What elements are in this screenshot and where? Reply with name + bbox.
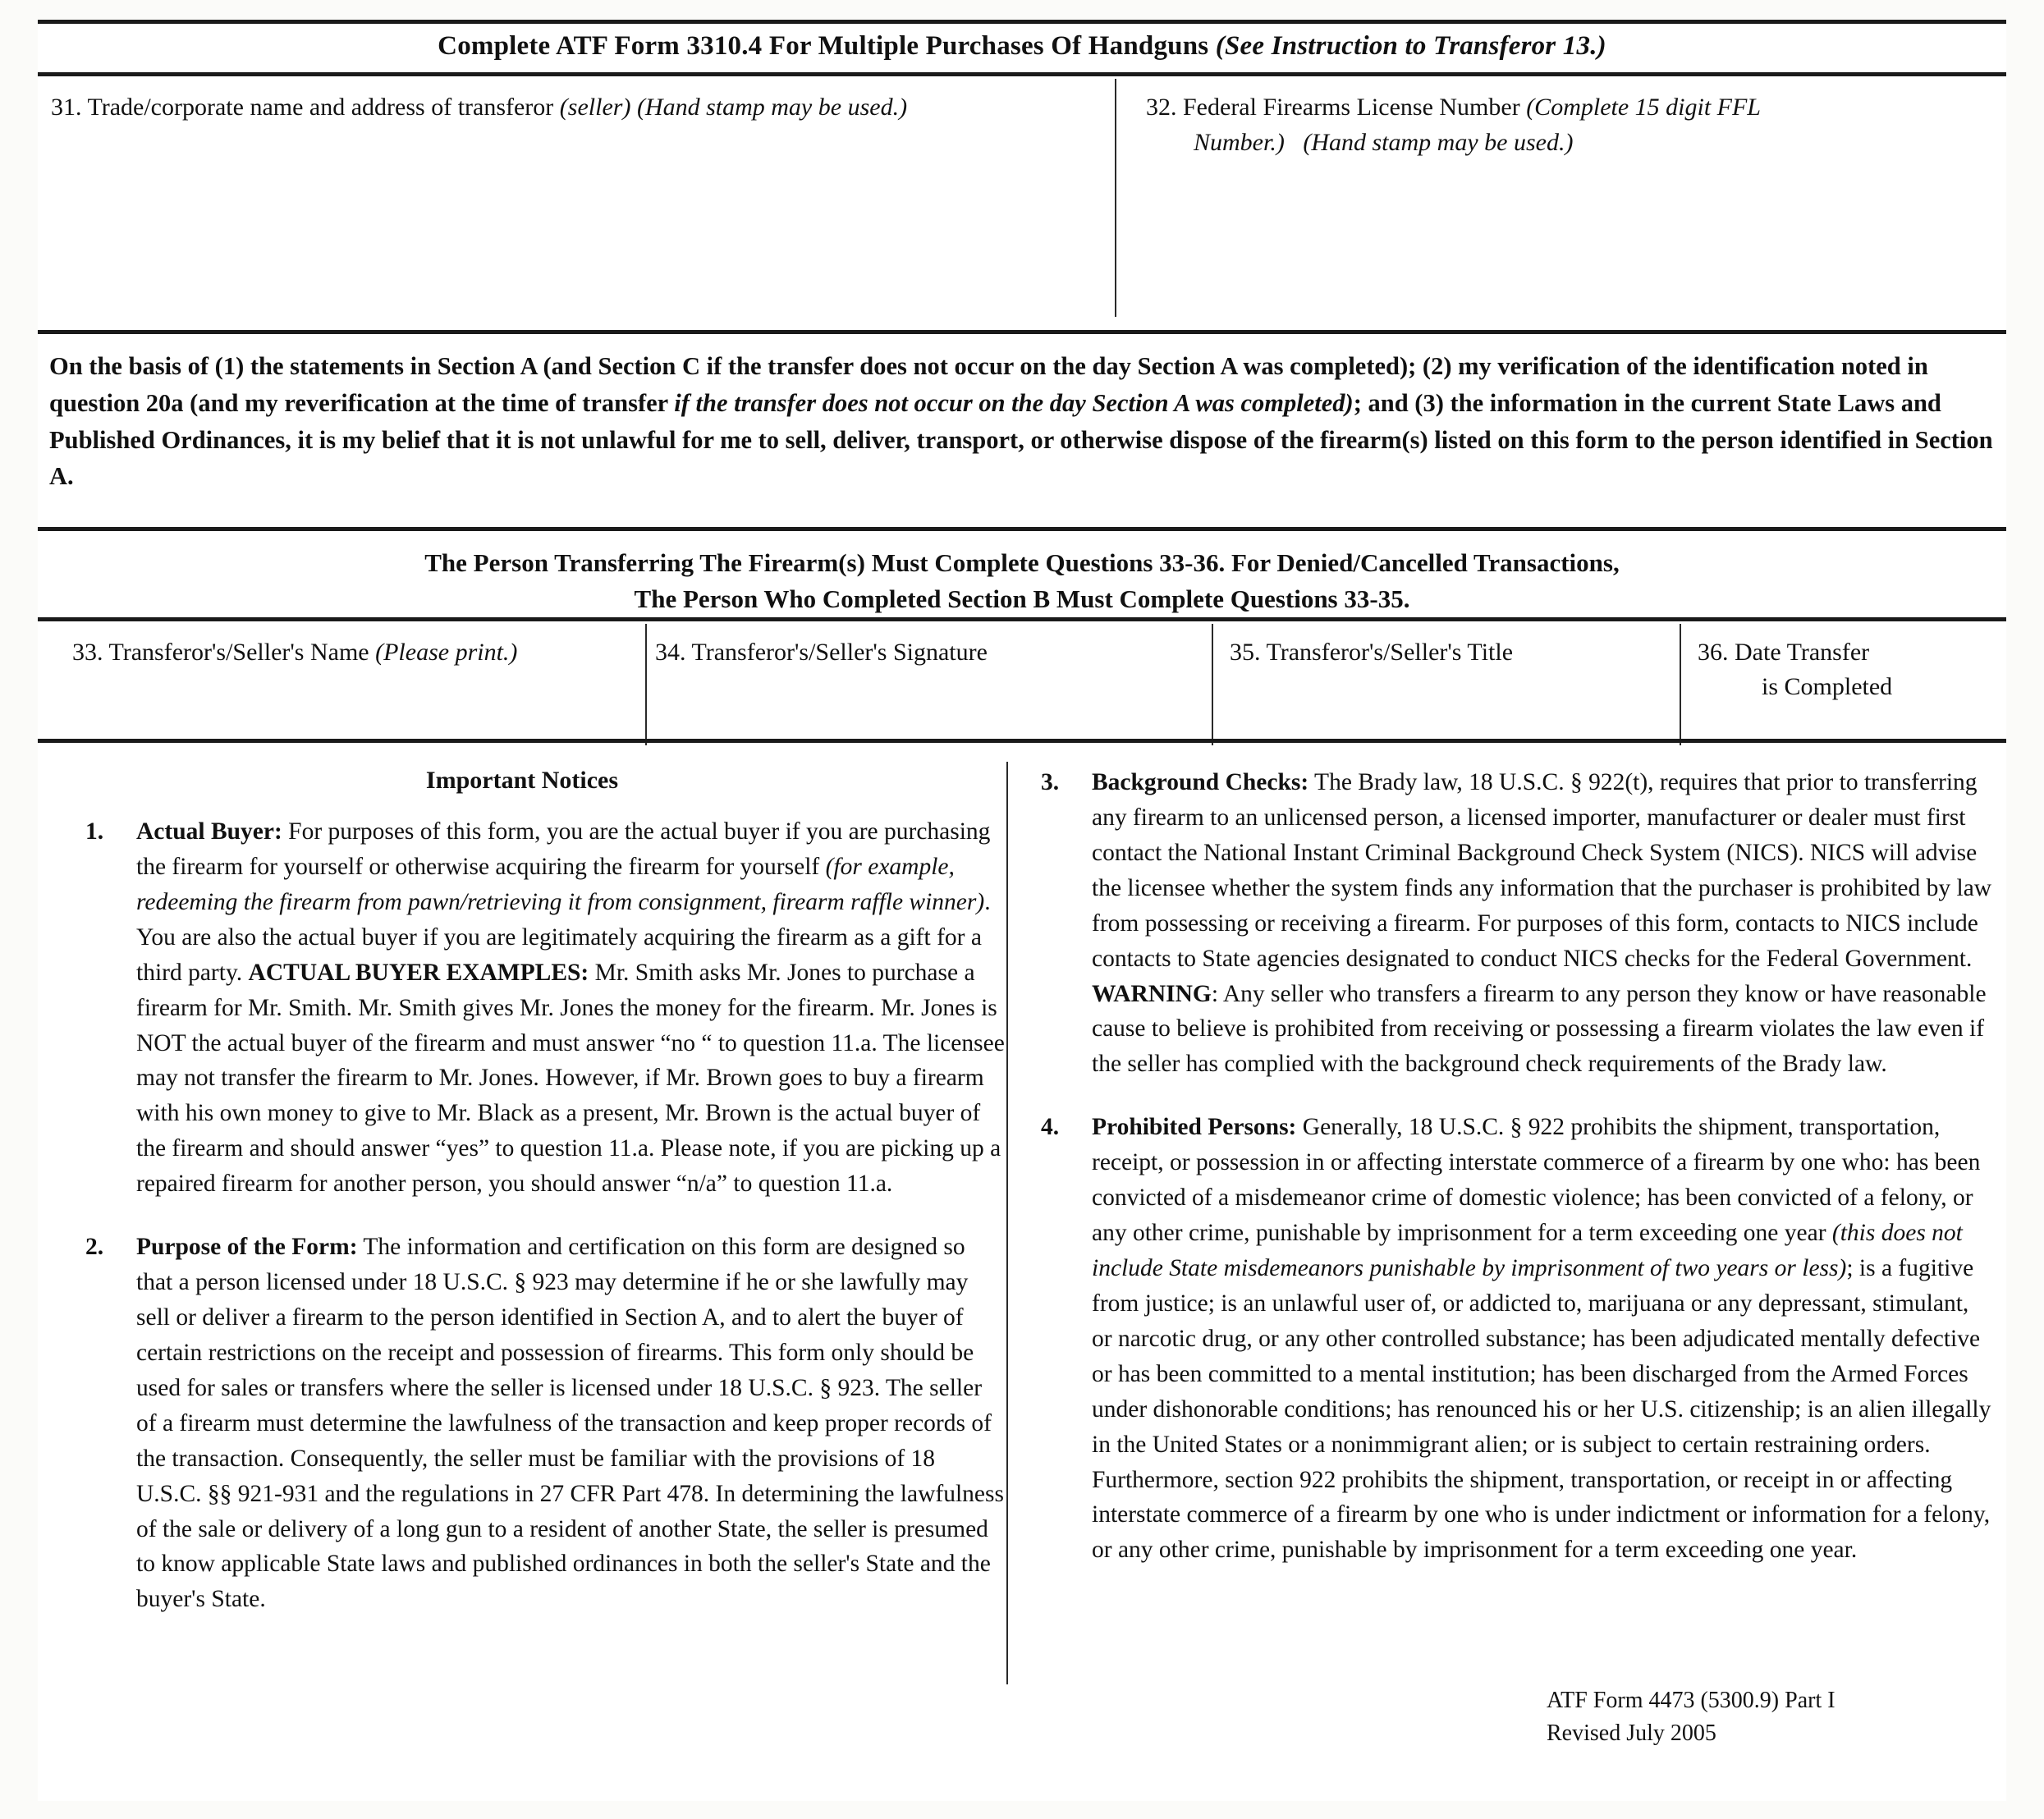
box33-34-divider [645,624,647,745]
field-31-handstamp-note: (Hand stamp may be [636,94,842,121]
field-32-input-area[interactable] [1130,210,1983,310]
certification-part-2: ; and (3) the information in the current State Laws and Published Ordinances, it is my belief that it is not unlawful for me to sell, deliver, transport, or otherwise dispose of the firearm(s) listed on this form to the person identified in Section A. [49,388,1993,491]
notices-right-column [1041,765,1993,1596]
notice-actual-buyer [85,814,1005,1202]
field-33-label [72,635,639,670]
notice-3-heading: Background Checks: [1092,769,1309,795]
notice-1-bold-2: ACTUAL BUYER EXAMPLES: [248,959,589,986]
transferor-instruction-heading [38,545,2006,617]
notices-column-divider [1006,762,1008,1684]
notice-4-number: 4. [1041,1114,1060,1141]
field-36-text: 36. Date Transfer [1698,639,1870,666]
box31-32-divider [1115,79,1116,317]
notice-2-number: 2. [85,1234,104,1261]
field-31-input-area[interactable] [51,186,1102,310]
transferor-instruction-line-2: The Person Who Completed Section B Must Complete Questions 33-35. [634,584,1410,614]
field-32-label [1146,90,1983,160]
notice-purpose-of-form [85,1230,1005,1617]
field-35-label: 35. Transferor's/Seller's Title [1230,639,1514,666]
field-33-text: 33. Transferor's/Seller's Name [72,639,369,666]
field-33-print-note: (Please print.) [375,639,518,666]
field-33-input-area[interactable] [72,690,630,739]
notice-3-body-3: : Any seller who transfers a firearm to any person they know or have reasonable cause to believe is prohibited from receiving or possessing a firearm violates the law even if the seller has complied with the background check requirements of the Brady law. [1092,980,1987,1078]
multiple-purchase-banner [38,31,2006,62]
notice-4-body-1: Generally, 18 U.S.C. § 922 prohibits the shipment, transportation, receipt, or possession in or affecting interstate commerce of a firearm by one who: has been convicted of a misdemeanor crime of domestic violence; has been convicted of a felony, or any other crime, punishable by imprisonment for a term exceeding one year [1092,1114,1981,1247]
notices-top-rule [38,739,2006,743]
field-32-text: 32. Federal Firearms License Number [1146,94,1520,121]
notice-4-body-2: ; is a fugitive from justice; is an unlawful user of, or addicted to, marijuana or any depressant, stimulant, or narcotic drug, or any other controlled substance; has been adjudicated mentally defective or has been committed to a mental institution; has been discharged from the Armed Forces under dishonorable conditions; has renounced his or her U.S. citizenship; is an alien illegally in the United States or a nonimmigrant alien; or is subject to certain restraining orders. Furthermore, section 922 prohibits the shipment, transportation, or receipt in or affecting interstate commerce of a firearm by one who is under indictment or information for a felony, or any other crime, punishable by imprisonment for a term exceeding one year. [1092,1254,1991,1564]
field-31-label [51,90,1069,126]
field-32-ffl-note: (Complete 15 digit FFL [1526,94,1761,121]
notice-1-body-3: Mr. Smith asks Mr. Jones to purchase a firearm for Mr. Smith. Mr. Smith gives Mr. Jones the money for the firearm. Mr. Jones is NOT the actual buyer of the firearm and must answer “no “ to question 11.a. The licensee may not transfer the firearm to Mr. Jones. However, if Mr. Brown goes to buy a firearm with his own money to give to Mr. Black as a present, Mr. Brown is the actual buyer of the firearm and should answer “yes” to question 11.a. Please note, if you are picking up a repaired firearm for another person, you should answer “n/a” to question 11.a. [136,959,1005,1198]
field-31-seller-note: (seller) [559,94,631,121]
field-36-text-line2: is Completed [1762,673,1893,700]
field-34-input-area[interactable] [658,690,1200,739]
box34-35-divider [1212,624,1213,745]
form-footer [1547,1684,1835,1750]
footer-revision-date: Revised July 2005 [1547,1720,1716,1746]
notice-1-heading: Actual Buyer: [136,818,282,845]
field-32-handstamp-note: (Hand stamp may be used.) [1303,128,1574,156]
notice-4-italic-1: (this does not include State misdemeanors punishable by imprisonment of two years or less) [1092,1220,1963,1281]
banner-bottom-rule [38,72,2006,76]
notice-3-body-1: The Brady law, 18 U.S.C. § 922(t), requires that prior to transferring any firearm to an unlicensed person, a licensed importer, manufacturer or dealer must first contact the National Instant Criminal Background Check System (NICS). NICS will advise the licensee whether the system finds any information that the purchaser is prohibited by law from possessing or receiving a firearm. For purposes of this form, contacts to NICS include contacts to State agencies designated to conduct NICS checks for the Federal Government. [1092,769,1992,972]
notices-left-column [85,814,1005,1645]
form-sheet [38,20,2006,1801]
field-36-input-area[interactable] [1691,709,1987,742]
field-31-text: 31. Trade/corporate name and address of transferor [51,94,554,121]
footer-form-number: ATF Form 4473 (5300.9) Part I [1547,1688,1835,1713]
transfer-instruction-top-rule [38,527,2006,531]
certification-top-rule [38,330,2006,334]
transferor-instruction-line-1: The Person Transferring The Firearm(s) Must Complete Questions 33-36. For Denied/Cancelled Transactions, [424,548,1620,577]
notice-1-number: 1. [85,818,104,845]
top-border-rule [38,20,2006,24]
field-36-label [1698,635,1977,704]
notice-4-heading: Prohibited Persons: [1092,1114,1297,1141]
field-35-input-area[interactable] [1225,690,1668,739]
field-34-label: 34. Transferor's/Seller's Signature [655,639,988,666]
notice-1-body-1: For purposes of this form, you are the actual buyer if you are purchasing the firearm for yourself or otherwise acquiring the firearm for yourself [136,818,991,880]
banner-instruction-reference: (See Instruction to Transferor 13.) [1215,31,1606,61]
certification-italic-part: if the transfer does not occur on the day Section A was completed) [674,388,1354,417]
important-notices-title: Important Notices [425,767,619,794]
transfer-fields-top-rule [38,617,2006,621]
notice-3-number: 3. [1041,769,1060,795]
notice-background-checks [1041,765,1993,1082]
banner-main-text: Complete ATF Form 3310.4 For Multiple Purchases Of Handguns [438,31,1209,61]
field-31-handstamp-note-2: used.) [847,94,908,121]
field-32-ffl-note-2 [1146,126,1983,161]
notice-2-heading: Purpose of the Form: [136,1234,358,1261]
notice-prohibited-persons [1041,1110,1993,1568]
certification-statement [49,348,2000,495]
notice-1-italic-1: (for example, redeeming the firearm from pawn/retrieving it from consignment, firearm raffle winner) [136,853,985,915]
notice-3-warning: WARNING [1092,980,1212,1007]
transferor-signature-box [38,624,2006,749]
transferor-identity-box [38,79,2006,330]
notice-2-body-1: The information and certification on this form are designed so that a person licensed under 18 U.S.C. § 923 may determine if he or she lawfully may sell or deliver a firearm to the person identified in Section A, and to alert the buyer of certain restrictions on the receipt and possession of firearms. This form only should be used for sales or transfers where the seller is licensed under 18 U.S.C. § 923. The seller of a firearm must determine the lawfulness of the transaction and keep proper records of the transaction. Consequently, the seller must be familiar with the provisions of 18 U.S.C. §§ 921-931 and the regulations in 27 CFR Part 478. In determining the lawfulness of the sale or delivery of a long gun to a resident of another State, the seller is presumed to know applicable State laws and published ordinances in both the seller's State and the buyer's State. [136,1234,1004,1613]
certification-part-1: On the basis of (1) the statements in Section A (and Section C if the transfer does not occur on the day Section A was completed); (2) my verification of the identification noted in question 20a (and my reverification at the time of transfer [49,352,1928,417]
field-32-number-note: Number.) [1194,128,1285,156]
notice-1-body-2: . You are also the actual buyer if you are legitimately acquiring the firearm as a gift for a third party. [136,888,991,986]
